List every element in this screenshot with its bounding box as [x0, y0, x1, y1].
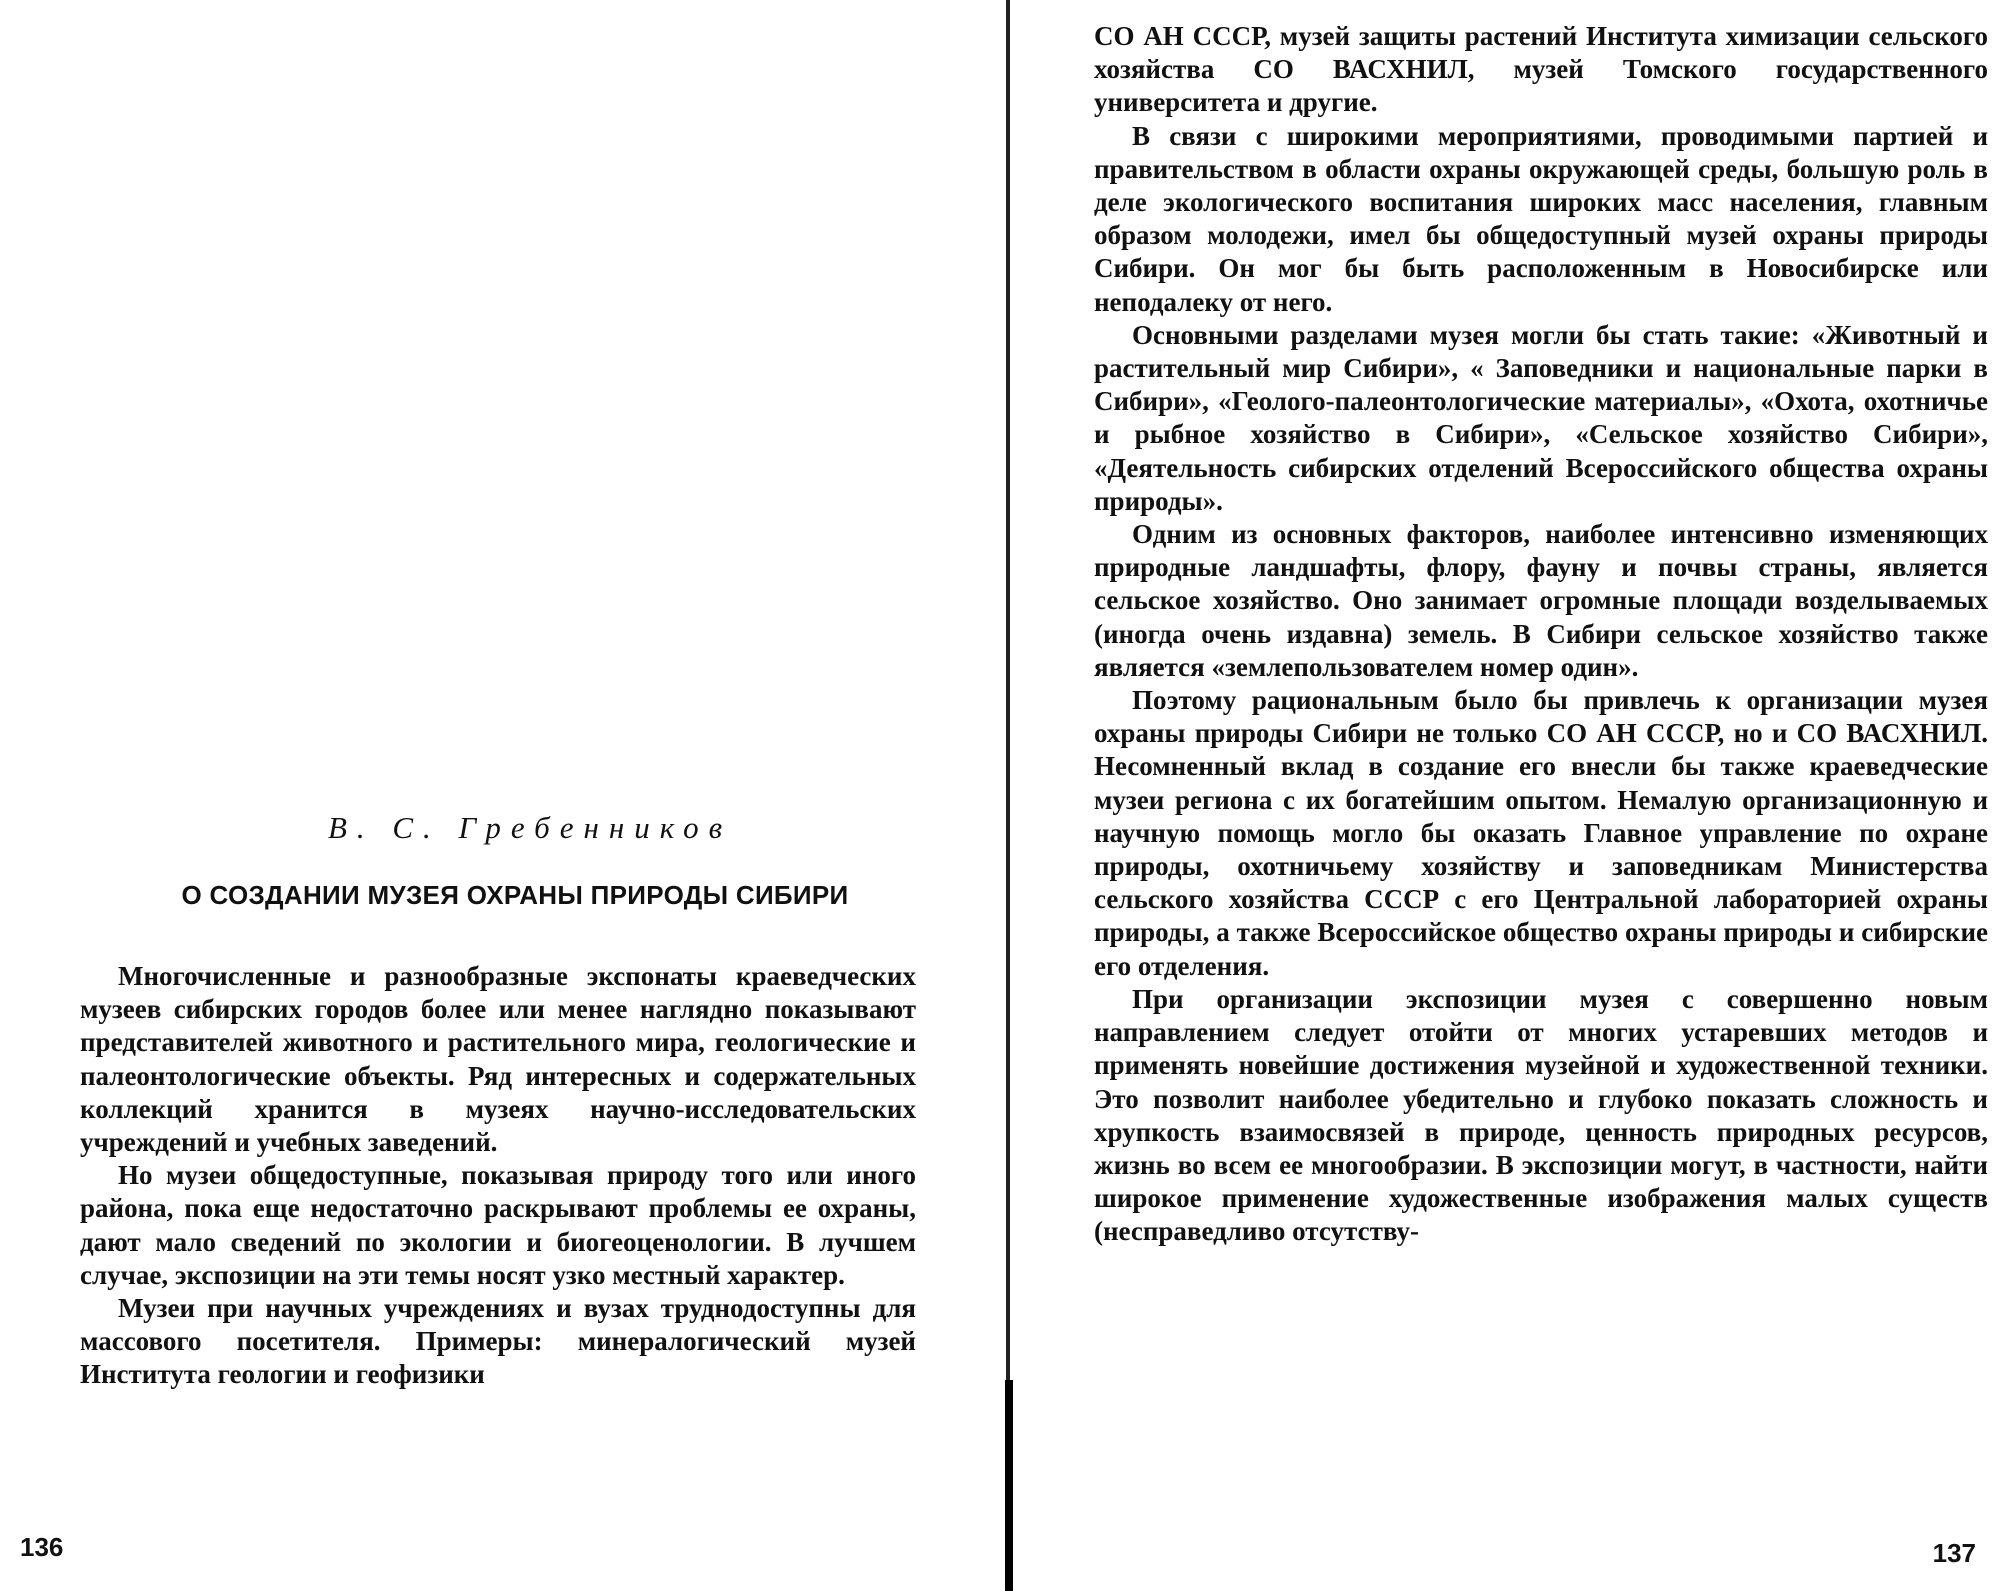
paragraph: Одним из основных факторов, наиболее интенсивно изменяющих природные ландшафты, флору, фауну и почвы страны, является сельское хозяйство. Оно занимает огромные площади возделываемых (иногда очень издавна) земель. В Сибири сельское хозяйство также является «землепользователем номер один». — [1094, 519, 1988, 682]
paragraph: Но музеи общедоступные, показывая природу того или иного района, пока еще недостаточно раскрывают проблемы ее охраны, дают мало сведений по экологии и биогеоценологии. В лучшем случае, экспозиции на эти темы носят узко местный характер. — [80, 1160, 916, 1290]
left-page-body — [80, 960, 916, 1392]
paragraph: Основными разделами музея могли бы стать такие: «Животный и растительный мир Сибири», « Заповедники и национальные парки в Сибири», «Геолого-палеонтологические материалы», «Охота, охотничье и рыбное хозяйство в Сибири», «Сельское хозяйство Сибири», «Деятельность сибирских отделений Всероссийского общества охраны природы». — [1094, 319, 1988, 516]
paragraph: СО АН СССР, музей защиты растений Института химизации сельского хозяйства СО ВАСХНИЛ, музей Томского государственного университета и другие. — [1094, 21, 1988, 118]
right-page-body — [1094, 20, 1988, 1249]
author-name: В. С. Гребенников — [327, 810, 733, 845]
right-page — [1016, 0, 2000, 1591]
paragraph: Поэтому рациональным было бы привлечь к организации музея охраны природы Сибири не только СО АН СССР, но и СО ВАСХНИЛ. Несомненный вклад в создание его внесли бы также краеведческие музеи региона с их богатейшим опытом. Немалую организационную и научную помощь могло бы оказать Главное управление по охране природы, охотничьему хозяйству и заповедникам Министерства сельского хозяйства СССР с его Центральной лабораторией охраны природы, а также Всероссийское общество охраны природы и сибирские его отделения. — [1094, 685, 1988, 981]
page-number: 136 — [20, 1532, 64, 1562]
book-gutter-shadow — [1005, 1380, 1013, 1591]
paragraph: Многочисленные и разнообразные экспонаты краеведческих музеев сибирских городов более или менее наглядно показывают представителей животного и растительного мира, геологические и палеонтологические объекты. Ряд интересных и содержательных коллекций хранится в музеях научно-исследовательских учреждений и учебных заведений. — [80, 961, 916, 1158]
book-gutter — [1006, 0, 1010, 1591]
page-number: 137 — [1932, 1538, 1976, 1568]
paragraph: В связи с широкими мероприятиями, проводимыми партией и правительством в области охраны окружающей среды, большую роль в деле экологического воспитания широких масс населения, главным образом молодежи, имел бы общедоступный музей охраны природы Сибири. Он мог бы быть расположенным в Новосибирске или неподалеку от него. — [1094, 120, 1988, 317]
paragraph: Музеи при научных учреждениях и вузах труднодоступны для массового посетителя. Примеры: минералогический музей Института геологии и геофизики — [80, 1293, 916, 1390]
article-title: О СОЗДАНИИ МУЗЕЯ ОХРАНЫ ПРИРОДЫ СИБИРИ — [181, 880, 849, 910]
paragraph: При организации экспозиции музея с совершенно новым направлением следует отойти от многих устаревших методов и применять новейшие достижения музейной и художественной техники. Это позволит наиболее убедительно и глубоко показать сложность и хрупкость взаимосвязей в природе, ценность природных ресурсов, жизнь во всем ее многообразии. В экспозиции могут, в частности, найти широкое применение художественные изображения малых существ (несправедливо отсутству- — [1094, 983, 1988, 1247]
